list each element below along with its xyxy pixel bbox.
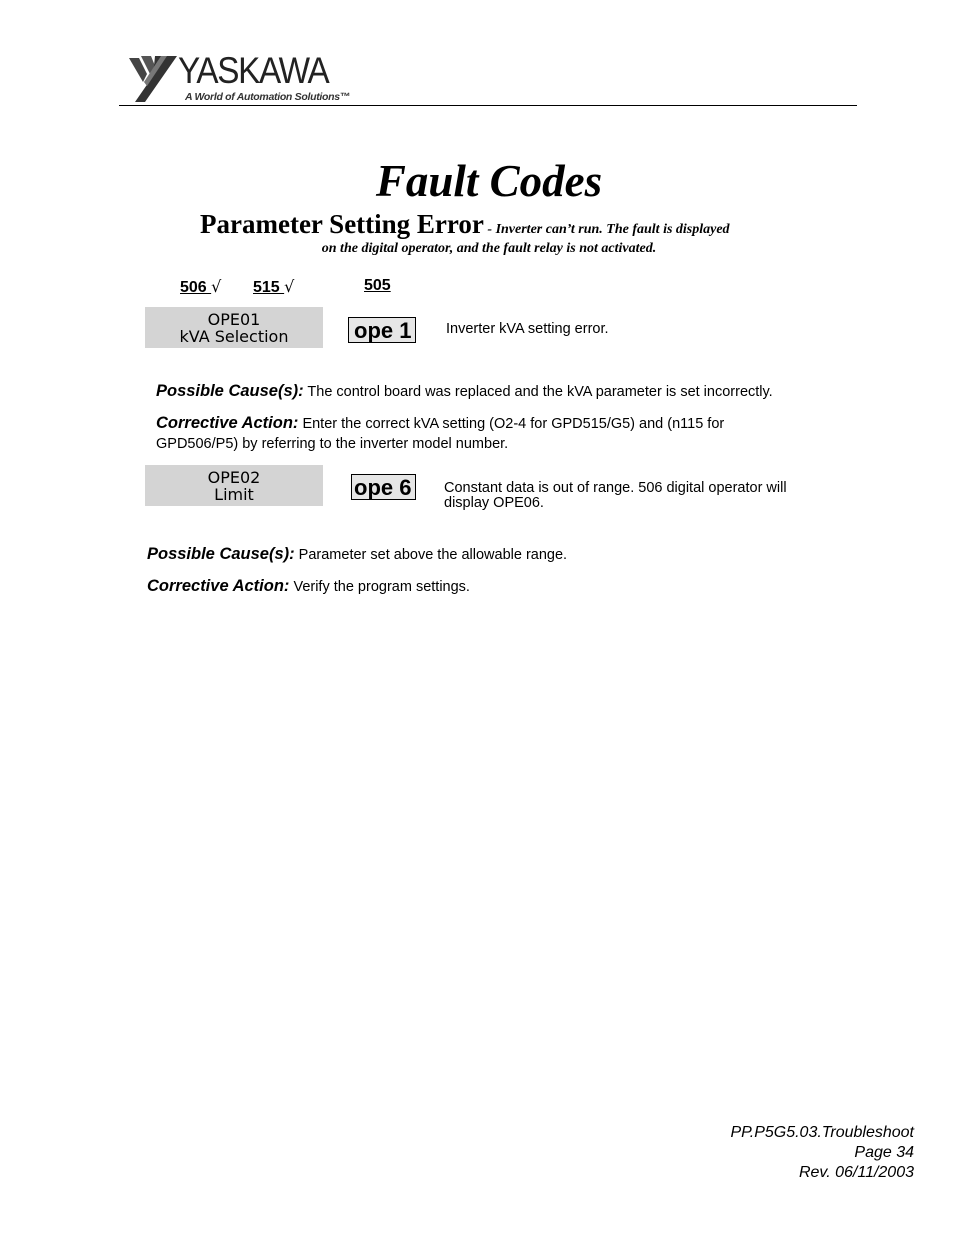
model-515 [253,277,294,297]
operator-display-ope6: ope 6 [351,474,416,500]
fault-description [444,481,787,511]
fault-description: Inverter kVA setting error. [446,321,609,337]
section-heading-note-line2: on the digital operator, and the fault relay is not activated. [321,241,657,256]
corrective-action-line2: GPD506/P5) by referring to the inverter model number. [156,436,509,452]
brand-name: YASKAWA [178,50,329,91]
page-number: Page 34 [854,1144,914,1161]
possible-cause-text: The control board was replaced and the kVA parameter is set incorrectly. [303,384,773,400]
corrective-action-label: Corrective Action: [147,577,290,595]
corrective-action [147,576,470,598]
section-heading-main: Parameter Setting Error [200,209,484,239]
model-515-label: 515 [253,279,285,296]
model-505 [364,277,391,295]
model-506 [180,277,221,297]
page-footer [730,1123,914,1183]
section-heading [200,209,730,240]
possible-cause-text: Parameter set above the allowable range. [294,547,568,563]
fault-code: OPE02 [207,468,261,487]
fault-code-box-ope01 [145,307,323,348]
fault-description-line2: display OPE06. [444,495,544,511]
check-icon: √ [211,277,222,296]
revision-date: Rev. 06/11/2003 [798,1164,914,1181]
yaskawa-logo [125,52,365,106]
page-title: Fault Codes [375,156,603,206]
operator-display-ope1: ope 1 [348,317,416,343]
fault-name: kVA Selection [179,327,289,346]
document-id: PP.P5G5.03.Troubleshoot [730,1124,914,1141]
header-rule [119,105,857,106]
possible-cause-label: Possible Cause(s): [147,545,295,563]
brand-tagline: A World of Automation Solutions™ [185,91,350,103]
fault-name: Limit [214,485,254,504]
model-506-label: 506 [180,279,212,296]
corrective-action-label: Corrective Action: [156,414,299,432]
possible-cause [147,544,567,566]
fault-description-line1: Constant data is out of range. 506 digital operator will [444,480,787,496]
possible-cause-label: Possible Cause(s): [156,382,304,400]
corrective-action [156,413,724,435]
corrective-action-text: Verify the program settings. [289,579,470,595]
fault-code: OPE01 [207,310,261,329]
section-heading-note: - Inverter can’t run. The fault is displayed [483,222,730,237]
model-505-label: 505 [364,277,391,294]
possible-cause [156,381,773,403]
corrective-action-text: Enter the correct kVA setting (O2-4 for GPD515/G5) and (n115 for [298,416,725,432]
yaskawa-mark-icon [125,52,181,106]
fault-code-box-ope02 [145,465,323,506]
check-icon: √ [284,277,295,296]
